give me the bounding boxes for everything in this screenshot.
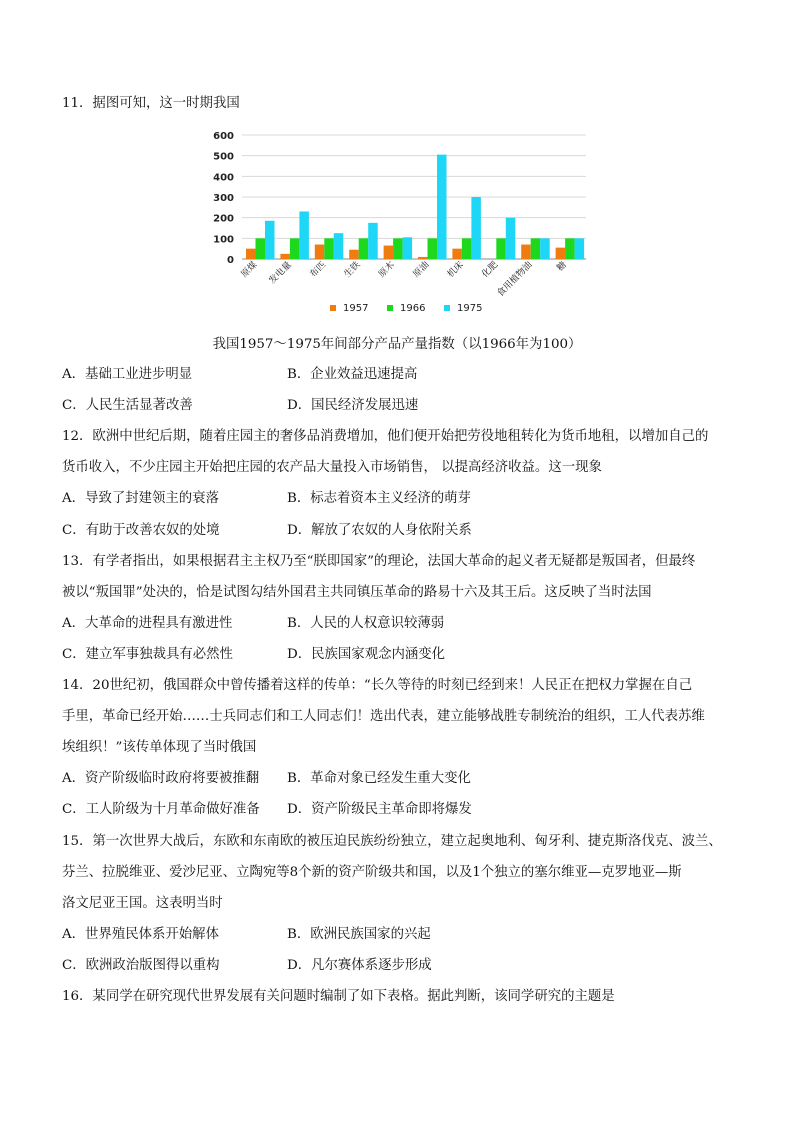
x-tick-label: 原煤	[239, 260, 260, 280]
bar-1975	[265, 221, 275, 259]
q15-option-c[interactable]: C．欧洲政治版图得以重构	[62, 958, 220, 973]
q13-option-b[interactable]: B．人民的人权意识较薄弱	[287, 616, 445, 631]
bar-1957	[556, 248, 566, 259]
bar-1966	[256, 238, 266, 259]
bar-1957	[280, 254, 290, 259]
bar-1975	[368, 223, 378, 259]
y-tick-label: 500	[213, 151, 234, 163]
q15-option-a[interactable]: A．世界殖民体系开始解体	[62, 927, 219, 942]
q11-option-b[interactable]: B．企业效益迅速提高	[287, 367, 418, 382]
q11-option-c[interactable]: C．人民生活显著改善	[62, 398, 193, 413]
y-tick-label: 100	[213, 234, 234, 246]
q15-option-b[interactable]: B．欧洲民族国家的兴起	[287, 927, 431, 942]
legend-swatch-1957	[330, 305, 336, 311]
q12-stem-line-1: 12．欧洲中世纪后期，随着庄园主的奢侈品消费增加，他们便开始把劳役地租转化为货币地租，以增加自己的	[62, 429, 709, 444]
q15-stem-line-2: 芬兰、拉脱维亚、爱沙尼亚、立陶宛等8个新的资产阶级共和国，以及1个独立的塞尔维亚—克罗地亚—斯	[62, 865, 682, 880]
x-tick-label: 糖	[555, 260, 569, 274]
q12-option-d[interactable]: D．解放了农奴的人身依附关系	[287, 523, 472, 538]
bar-1957	[246, 249, 256, 259]
bar-1966	[428, 238, 438, 259]
q14-option-b[interactable]: B．革命对象已经发生重大变化	[287, 771, 471, 786]
legend-label: 1957	[343, 303, 369, 314]
x-tick-label: 原油	[411, 260, 432, 280]
q13-option-a[interactable]: A．大革命的进程具有激进性	[62, 616, 233, 631]
q12-option-b[interactable]: B．标志着资本主义经济的萌芽	[287, 491, 471, 506]
y-tick-label: 600	[213, 131, 234, 142]
bar-1957	[384, 246, 394, 259]
bar-1975	[540, 238, 550, 259]
chart-caption: 我国1957～1975年间部分产品产量指数（以1966年为100）	[212, 337, 582, 352]
bar-1966	[324, 238, 334, 259]
bar-1957	[349, 250, 359, 259]
x-tick-label: 化肥	[480, 260, 501, 280]
y-tick-label: 300	[213, 193, 234, 204]
q14-option-c[interactable]: C．工人阶级为十月革命做好准备	[62, 802, 260, 817]
q15-stem-line-3: 洛文尼亚王国。这表明当时	[62, 896, 223, 911]
x-tick-label: 机床	[445, 260, 466, 280]
legend-label: 1975	[457, 303, 483, 314]
q13-option-d[interactable]: D．民族国家观念内涵变化	[287, 647, 446, 662]
production-index-chart	[213, 124, 594, 324]
q13-option-c[interactable]: C．建立军事独裁具有必然性	[62, 647, 233, 662]
bar-1975	[506, 218, 516, 259]
bar-1957	[418, 257, 428, 259]
bar-1966	[531, 238, 541, 259]
x-tick-label: 布匹	[308, 260, 329, 280]
bar-1975	[437, 155, 447, 259]
q14-stem-line-1: 14．20世纪初，俄国群众中曾传播着这样的传单：“长久等待的时刻已经到来！人民正在把权力掌握在自己	[62, 678, 693, 693]
x-tick-label: 生铁	[342, 260, 363, 280]
q11-option-a[interactable]: A．基础工业进步明显	[62, 367, 193, 382]
q16-stem: 16．某同学在研究现代世界发展有关问题时编制了如下表格。据此判断，该同学研究的主题是	[62, 989, 615, 1004]
bar-1957	[452, 249, 462, 259]
legend-label: 1966	[400, 303, 426, 314]
q15-stem-line-1: 15．第一次世界大战后，东欧和东南欧的被压迫民族纷纷独立，建立起奥地利、匈牙利、捷克斯洛伐克、波兰、	[62, 834, 722, 849]
q14-option-d[interactable]: D．资产阶级民主革命即将爆发	[287, 802, 472, 817]
x-tick-label: 食用植物油	[495, 260, 535, 299]
q14-stem-line-2: 手里，革命已经开始……士兵同志们和工人同志们！选出代表，建立能够战胜专制统治的组织，工人代表苏维	[62, 709, 705, 724]
y-tick-label: 200	[213, 213, 234, 225]
q11-stem: 11．据图可知，这一时期我国	[62, 96, 240, 111]
q12-option-c[interactable]: C．有助于改善农奴的处境	[62, 523, 220, 538]
q13-stem-line-1: 13．有学者指出，如果根据君主主权乃至“朕即国家”的理论，法国大革命的起义者无疑都是叛国者，但最终	[62, 554, 696, 569]
bar-1975	[334, 233, 344, 259]
q13-stem-line-2: 被以“叛国罪”处决的，恰是试图勾结外国君主共同镇压革命的路易十六及其王后。这反映了当时法国	[62, 585, 652, 600]
bar-1957	[521, 245, 531, 259]
x-tick-label: 原木	[377, 260, 397, 280]
bar-1966	[393, 238, 403, 259]
bar-1966	[496, 238, 506, 259]
y-tick-label: 0	[227, 255, 234, 266]
chart-y-ticks	[213, 131, 234, 266]
bar-1975	[403, 237, 413, 259]
q11-option-d[interactable]: D．国民经济发展迅速	[287, 398, 419, 413]
chart-x-ticks	[238, 259, 569, 299]
bar-1966	[290, 238, 300, 259]
q12-stem-line-2: 货币收入，不少庄园主开始把庄园的农产品大量投入市场销售， 以提高经济收益。这一现象	[62, 460, 602, 475]
legend-swatch-1975	[444, 305, 450, 311]
x-tick-label: 发电量	[267, 260, 294, 287]
bar-1957	[315, 245, 325, 259]
q12-option-a[interactable]: A．导致了封建领主的衰落	[62, 491, 219, 506]
q14-option-a[interactable]: A．资产阶级临时政府将要被推翻	[62, 771, 260, 786]
legend-swatch-1966	[387, 305, 393, 311]
bar-1966	[462, 238, 472, 259]
y-tick-label: 400	[213, 172, 234, 184]
bar-1975	[299, 211, 309, 259]
bar-1975	[575, 238, 585, 259]
bar-1966	[565, 238, 575, 259]
q15-option-d[interactable]: D．凡尔赛体系逐步形成	[287, 958, 432, 973]
bar-1975	[471, 197, 481, 259]
bar-1966	[359, 238, 369, 259]
q14-stem-line-3: 埃组织！”该传单体现了当时俄国	[62, 740, 257, 755]
chart-legend	[330, 303, 482, 314]
chart-bars	[246, 155, 584, 259]
